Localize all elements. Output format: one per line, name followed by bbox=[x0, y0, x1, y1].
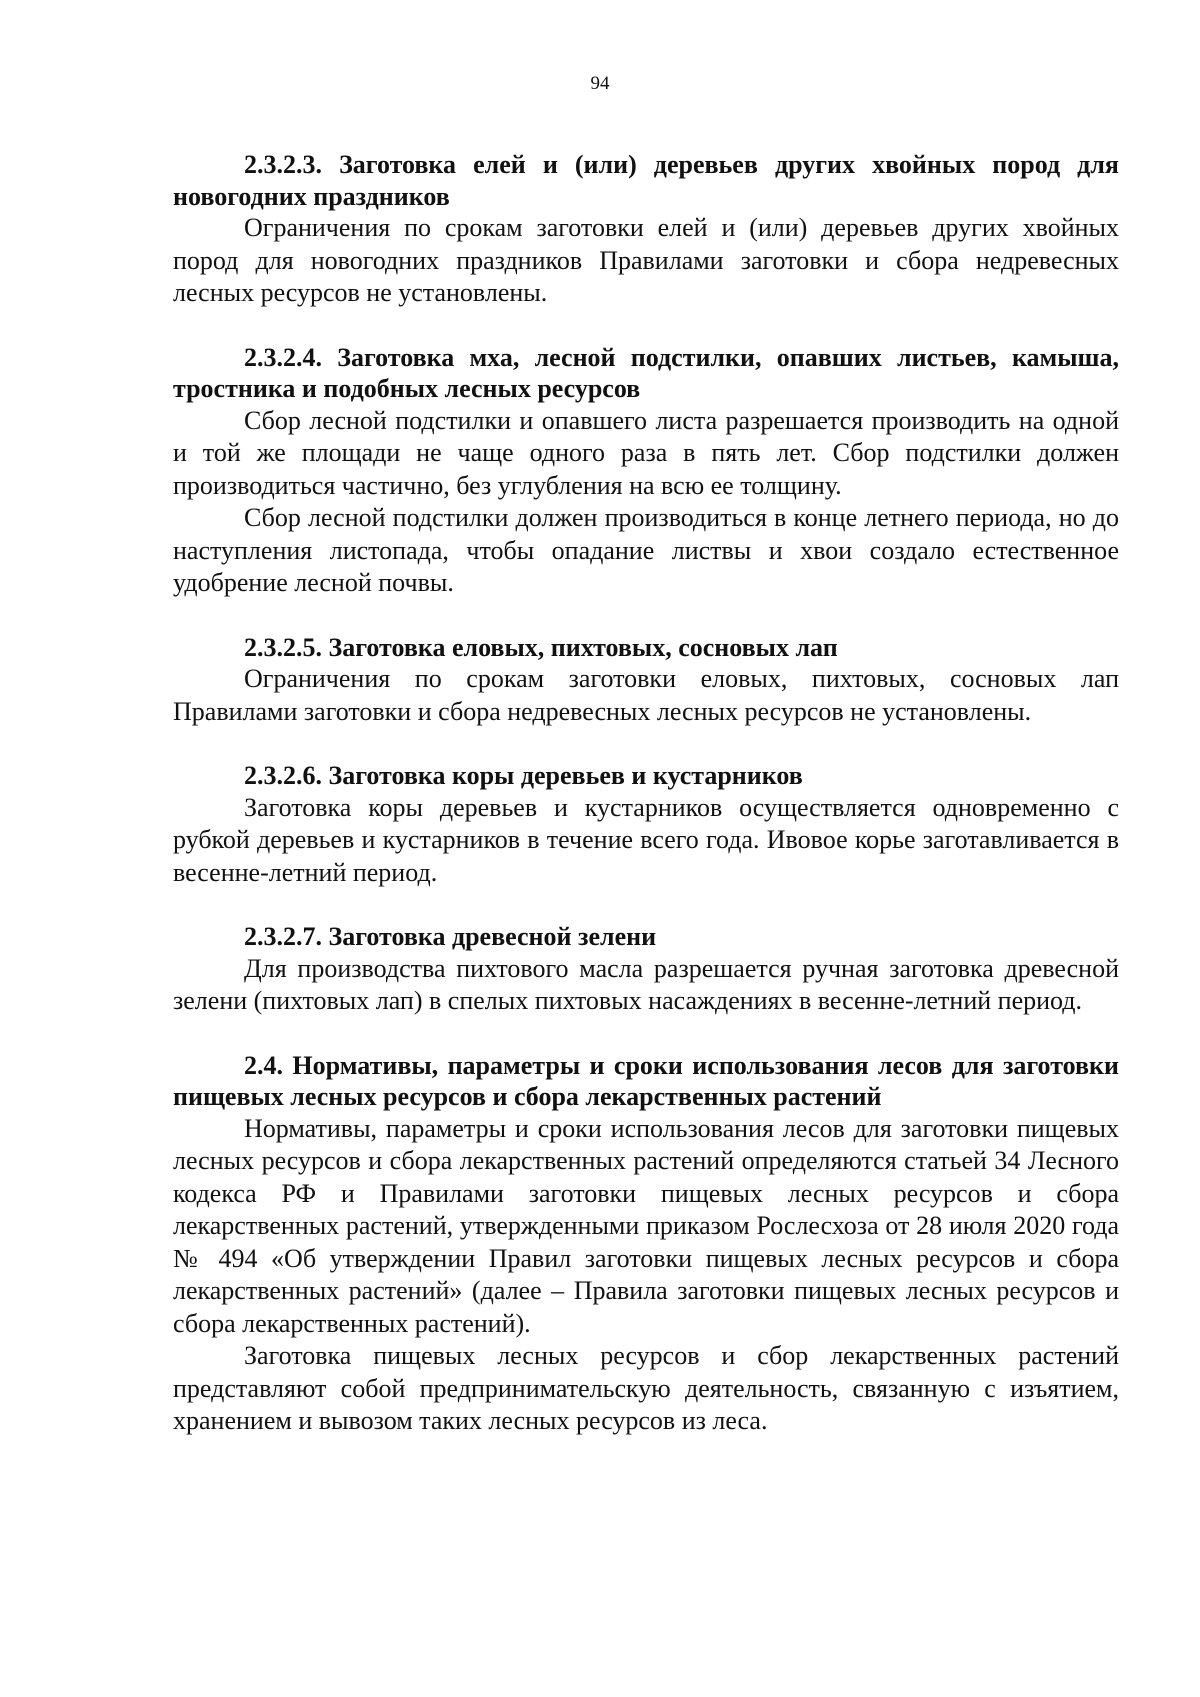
section-heading: 2.3.2.7. Заготовка древесной зелени bbox=[244, 922, 657, 951]
section-2-3-2-7 bbox=[173, 921, 1119, 1018]
section-2-3-2-5 bbox=[173, 632, 1119, 729]
paragraph: Ограничения по срокам заготовки еловых, пихтовых, сосновых лап Правилами заготовки и сбора недревесных лесных ресурсов не установлены. bbox=[173, 664, 1119, 726]
section-2-4 bbox=[173, 1050, 1119, 1438]
section-2-3-2-4 bbox=[173, 342, 1119, 600]
page-number: 94 bbox=[590, 73, 610, 94]
section-heading: 2.4. Нормативы, параметры и сроки использования лесов для заготовки пищевых лесных ресурсов и сбора лекарственных растений bbox=[173, 1050, 1119, 1111]
paragraph: Сбор лесной подстилки и опавшего листа разрешается производить на одной и той же площади не чаще одного раза в пять лет. Сбор подстилки должен производиться частично, без углубления на всю ее толщину. bbox=[173, 405, 1119, 500]
paragraph: Заготовка пищевых лесных ресурсов и сбор лекарственных растений представляют собой предпринимательскую деятельность, связанную с изъятием, хранением и вывозом таких лесных ресурсов из леса. bbox=[173, 1341, 1119, 1435]
section-heading: 2.3.2.5. Заготовка еловых, пихтовых, сосновых лап bbox=[244, 632, 838, 662]
paragraph: Сбор лесной подстилки должен производиться в конце летнего периода, но до наступления листопада, чтобы опадание листвы и хвои создало естественное удобрение лесной почвы. bbox=[173, 503, 1119, 597]
paragraph: Нормативы, параметры и сроки использования лесов для заготовки пищевых лесных ресурсов и сбора лекарственных растений определяются статьей 34 Лесного кодекса РФ и Правилами заготовки пищевых лесных ресурсов и сбора лекарственных растений, утвержденными приказом Рослесхоза от 28 июля 2020 года № 494 «Об утверждении Правил заготовки пищевых лесных ресурсов и сбора лекарственных растений» (далее – Правила заготовки пищевых лесных ресурсов и сбора лекарственных растений). bbox=[173, 1113, 1119, 1338]
section-2-3-2-3 bbox=[173, 149, 1119, 310]
paragraph: Ограничения по срокам заготовки елей и (или) деревьев других хвойных пород для новогодних праздников Правилами заготовки и сбора недревесных лесных ресурсов не установлены. bbox=[173, 213, 1119, 307]
section-2-3-2-6 bbox=[173, 760, 1119, 889]
section-heading: 2.3.2.3. Заготовка елей и (или) деревьев других хвойных пород для новогодних праздников bbox=[173, 150, 1119, 211]
section-heading: 2.3.2.6. Заготовка коры деревьев и кустарников bbox=[244, 761, 803, 790]
paragraph: Для производства пихтового масла разрешается ручная заготовка древесной зелени (пихтовых лап) в спелых пихтовых насаждениях в весенне-летний период. bbox=[173, 953, 1119, 1015]
paragraph: Заготовка коры деревьев и кустарников осуществляется одновременно с рубкой деревьев и кустарников в течение всего года. Ивовое корье заготавливается в весенне-летний период. bbox=[173, 792, 1119, 887]
document-body bbox=[173, 149, 1119, 1470]
section-heading: 2.3.2.4. Заготовка мха, лесной подстилки, опавших листьев, камыша, тростника и подобных лесных ресурсов bbox=[173, 342, 1119, 403]
